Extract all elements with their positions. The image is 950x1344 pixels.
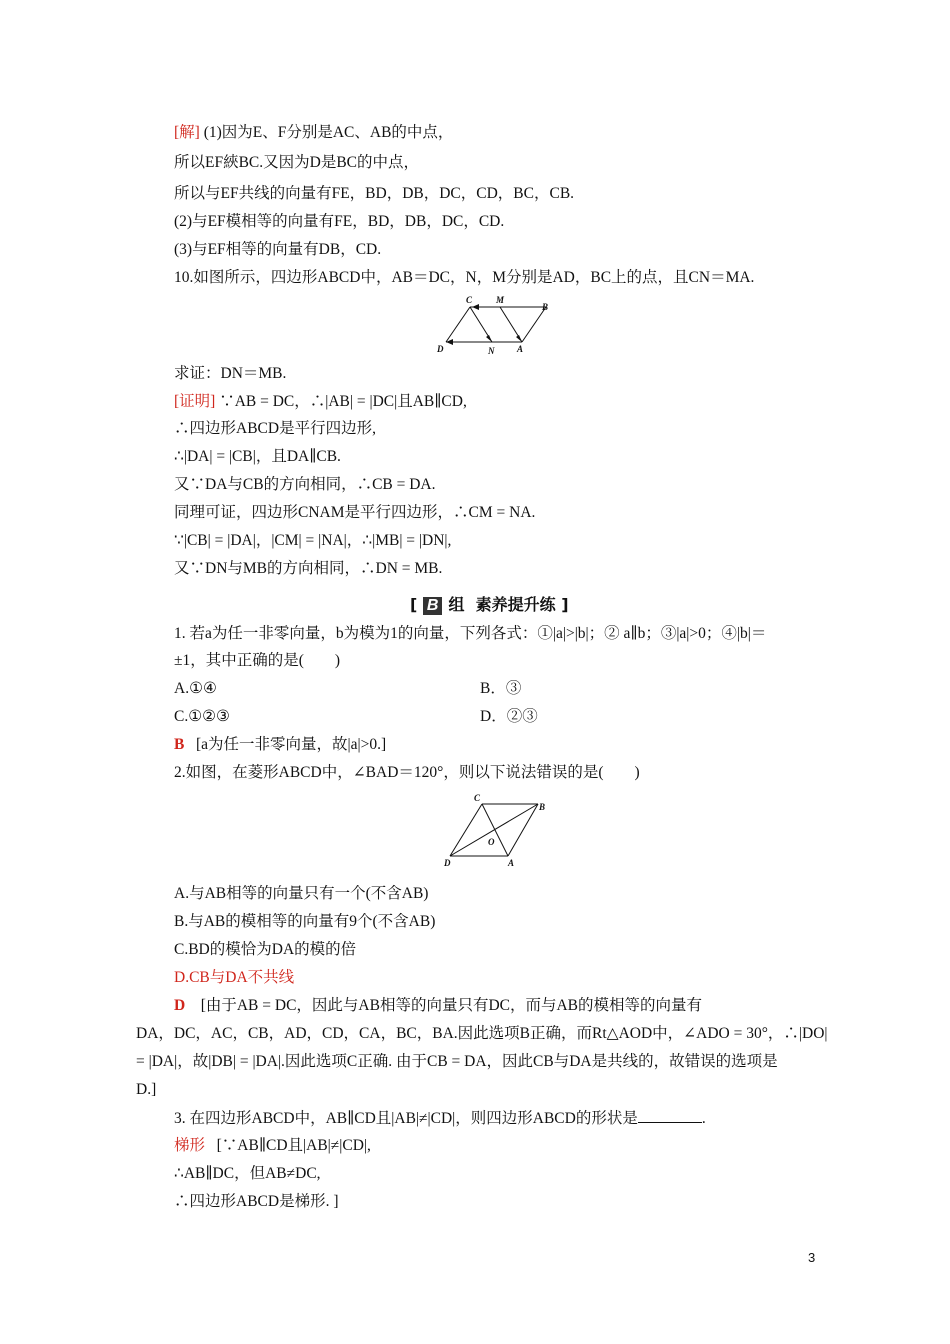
b3-explanation-line-3: ∴四边形ABCD是梯形. ] bbox=[174, 1193, 339, 1210]
b1-option-b: B．③ bbox=[480, 680, 522, 697]
edge-dc bbox=[450, 804, 482, 856]
label-b: B bbox=[539, 802, 546, 812]
edge-ab bbox=[508, 804, 538, 856]
b2-explanation-line-3: = |DA|，故|DB| = |DA|.因此选项C正确. 由于CB = DA，因此CB与DA是共线的，故错误的选项是 bbox=[136, 1053, 778, 1070]
banner-bracket-close: ] bbox=[561, 595, 569, 614]
banner-bracket-open: [ bbox=[410, 595, 418, 614]
page-number: 3 bbox=[808, 1250, 816, 1265]
b1-option-a: A.①④ bbox=[174, 680, 217, 697]
edge-dc bbox=[446, 307, 470, 342]
b1-option-c: C.①②③ bbox=[174, 708, 230, 725]
proof-line-2: ∴四边形ABCD是平行四边形, bbox=[174, 420, 376, 437]
banner-title: 素养提升练 bbox=[475, 595, 556, 614]
label-a: A bbox=[517, 344, 524, 354]
b3-answer-line bbox=[174, 1136, 371, 1156]
b2-explanation-1: [由于AB = DC，因此与AB相等的向量只有DC，而与AB的模相等的向量有 bbox=[200, 997, 703, 1014]
edge-ab bbox=[522, 307, 546, 342]
b1-explanation: [a为任一非零向量，故|a|>0.] bbox=[195, 736, 387, 753]
banner-group: 组 bbox=[448, 595, 465, 614]
problem-10-claim: 求证：DN＝MB. bbox=[174, 365, 287, 382]
b1-stem-line-1: 1. 若a为任一非零向量，b为模为1的向量，下列各式：①|a|>|b|；② a∥b；③|a|>0；④|b|＝ bbox=[174, 625, 767, 642]
proof-line-5: 同理可证，四边形CNAM是平行四边形，∴CM = NA. bbox=[174, 504, 536, 521]
proof-text: ∵AB = DC，∴|AB| = |DC|且AB∥CD, bbox=[219, 393, 467, 410]
b3-explanation-line-2: ∴AB∥DC，但AB≠DC, bbox=[174, 1165, 321, 1182]
label-c: C bbox=[466, 295, 473, 305]
proof-line-4: 又∵DA与CB的方向相同，∴CB = DA. bbox=[174, 476, 436, 493]
b3-explanation-1: [∵AB∥CD且|AB|≠|CD|, bbox=[216, 1137, 371, 1154]
proof-line-7: 又∵DN与MB的方向相同，∴DN = MB. bbox=[174, 560, 443, 577]
proof-line-3: ∴|DA| = |CB|，且DA∥CB. bbox=[174, 448, 341, 465]
solution-line-4: (2)与EF模相等的向量有FE，BD，DB，DC，CD. bbox=[174, 213, 505, 230]
b1-answer-line bbox=[174, 735, 386, 755]
b2-stem: 2.如图，在菱形ABCD中，∠BAD＝120°，则以下说法错误的是( ) bbox=[174, 764, 640, 781]
b3-stem-end: . bbox=[701, 1110, 706, 1127]
label-a: A bbox=[508, 858, 515, 868]
proof-line-6: ∵|CB| = |DA|，|CM| = |NA|，∴|MB| = |DN|, bbox=[174, 532, 452, 549]
solution-line-2: 所以EF綊BC.又因为D是BC的中点， bbox=[174, 154, 420, 171]
label-m: M bbox=[496, 295, 505, 305]
b2-explanation-line-2: DA，DC，AC，CB，AD，CD，CA，BC，BA.因此选项B正确，而Rt△AOD中，∠ADO = 30°，∴|DO| bbox=[136, 1025, 828, 1042]
arrow-head-n bbox=[486, 335, 492, 342]
label-o: O bbox=[488, 837, 495, 847]
b2-explanation-line-4: D.] bbox=[136, 1081, 157, 1098]
rhombus-figure bbox=[438, 790, 558, 870]
solution-line-1 bbox=[174, 123, 453, 143]
b2-option-b: B.与AB的模相等的向量有9个(不含AB) bbox=[174, 913, 436, 930]
b2-answer: D bbox=[174, 997, 186, 1014]
label-n: N bbox=[488, 346, 495, 356]
diagonal-ca bbox=[482, 804, 508, 856]
label-b: B bbox=[542, 302, 549, 312]
label-d: D bbox=[444, 858, 451, 868]
b2-option-d: D.CB与DA不共线 bbox=[174, 969, 295, 986]
problem-10-stem: 10.如图所示，四边形ABCD中，AB＝DC，N，M分别是AD，BC上的点，且CN＝MA. bbox=[174, 269, 755, 286]
proof-line-1 bbox=[174, 392, 467, 412]
b2-option-c: C.BD的模恰为DA的模的倍 bbox=[174, 941, 357, 958]
section-banner bbox=[410, 592, 569, 616]
group-badge: B bbox=[423, 597, 443, 615]
parallelogram-figure bbox=[432, 292, 562, 356]
diagonal-db bbox=[450, 804, 538, 856]
solution-text: (1)因为E、F分别是AC、AB的中点， bbox=[203, 124, 454, 141]
label-c: C bbox=[474, 793, 481, 803]
arrow-head-a bbox=[516, 335, 522, 342]
answer-blank bbox=[638, 1108, 702, 1123]
b3-stem-text: 3. 在四边形ABCD中，AB∥CD且|AB|≠|CD|，则四边形ABCD的形状是 bbox=[174, 1110, 638, 1127]
b2-explanation-line-1 bbox=[174, 996, 702, 1016]
arrow-head-c bbox=[472, 304, 479, 310]
b1-option-d: D．②③ bbox=[480, 708, 538, 725]
solution-tag: [解] bbox=[174, 124, 200, 141]
solution-line-3: 所以与EF共线的向量有FE，BD，DB，DC，CD，BC，CB. bbox=[174, 185, 575, 202]
label-d: D bbox=[437, 344, 444, 354]
b1-stem-line-2: ±1，其中正确的是( ) bbox=[174, 652, 341, 669]
solution-line-5: (3)与EF相等的向量有DB，CD. bbox=[174, 241, 382, 258]
b2-option-a: A.与AB相等的向量只有一个(不含AB) bbox=[174, 885, 429, 902]
b3-answer: 梯形 bbox=[174, 1137, 206, 1154]
proof-tag: [证明] bbox=[174, 393, 216, 410]
b1-answer: B bbox=[174, 736, 185, 753]
b3-stem bbox=[174, 1108, 706, 1129]
